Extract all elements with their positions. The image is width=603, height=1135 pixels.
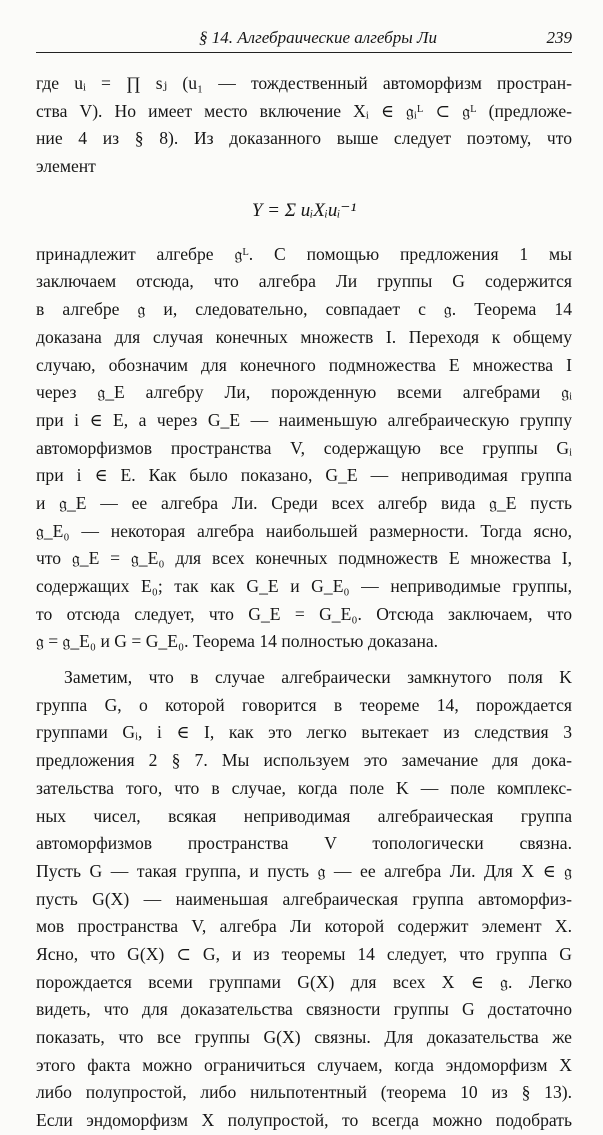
text-line: пусть G(X) — наименьшая алгебраическая группа автоморфиз- (36, 888, 572, 909)
page-number: 239 (546, 28, 572, 47)
running-header (36, 28, 572, 53)
text-line: 𝔤 = 𝔤_E₀ и G = G_E₀. Теорема 14 полностью доказана. (36, 631, 439, 652)
body-text (36, 70, 572, 1135)
text-line: то отсюда следует, что G_E = G_E₀. Отсюда заключаем, что (36, 603, 572, 624)
text-line: этого факта можно ограничиться случаем, когда эндоморфизм X (36, 1054, 572, 1075)
text-line: мов пространства V, алгебра Ли которой содержит элемент X. (36, 916, 572, 937)
text-line: и 𝔤_E — ее алгебра Ли. Среди всех алгебр вида 𝔤_E пусть (36, 492, 572, 513)
text-line: в алгебре 𝔤 и, следовательно, совпадает с 𝔤. Теорема 14 (36, 299, 572, 320)
display-formula: Y = Σ uᵢXᵢuᵢ⁻¹ (251, 199, 357, 221)
text-line: Если эндоморфизм X полупростой, то всегда можно подобрать (36, 1110, 572, 1131)
text-line: зательства того, что в случае, когда поле K — поле комплекс- (36, 777, 572, 798)
text-line: Ясно, что G(X) ⊂ G, и из теоремы 14 следует, что группа G (36, 943, 572, 964)
text-line: 𝔤_E₀ — некоторая алгебра наибольшей размерности. Тогда ясно, (36, 520, 572, 541)
text-line: заключаем отсюда, что алгебра Ли группы G содержится (36, 271, 572, 292)
text-line: Пусть G — такая группа, и пусть 𝔤 — ее алгебра Ли. Для X ∈ 𝔤 (36, 860, 572, 881)
text-line: доказана для случая конечных множеств I. Переходя к общему (36, 326, 572, 347)
text-line: при i ∈ E. Как было показано, G_E — неприводимая группа (36, 465, 572, 486)
text-line: где uᵢ = ∏ sⱼ (u₁ — тождественный автоморфизм простран- (36, 73, 572, 93)
section-title: § 14. Алгебраические алгебры Ли (199, 28, 437, 47)
text-line: видеть, что для доказательства связности группы G достаточно (36, 999, 572, 1020)
text-line: Заметим, что в случае алгебраически замкнутого поля K (64, 667, 572, 688)
text-line: ства V). Но имеет место включение Xᵢ ∈ 𝔤ᵢᴸ ⊂ 𝔤ᴸ (предложе- (36, 100, 572, 121)
text-line: группа G, о которой говорится в теореме 14, порождается (36, 694, 572, 715)
text-line: содержащих E₀; так как G_E и G_E₀ — неприводимые группы, (36, 576, 572, 596)
paragraph-gap (36, 656, 572, 664)
text-line: группами Gᵢ, i ∈ I, как это легко вытекает из следствия 3 (36, 722, 572, 743)
text-line: ние 4 из § 8). Из доказанного выше следует поэтому, что (36, 128, 572, 149)
text-line: автоморфизмов пространства V топологически связна. (36, 833, 572, 854)
text-line: автоморфизмов пространства V, содержащую все группы Gᵢ (36, 437, 572, 458)
text-line: показать, что все группы G(X) связны. Для доказательства же (36, 1027, 572, 1047)
text-line: либо полупростой, либо нильпотентный (теорема 10 из § 13). (36, 1082, 572, 1103)
text-line: что 𝔤_E = 𝔤_E₀ для всех конечных подмножеств E множества I, (36, 548, 572, 569)
text-line: элемент (36, 156, 96, 177)
text-line: предложения 2 § 7. Мы используем это замечание для дока- (36, 750, 572, 771)
text-line: принадлежит алгебре 𝔤ᴸ. С помощью предложения 1 мы (36, 243, 572, 264)
text-line: порождается всеми группами G(X) для всех X ∈ 𝔤. Легко (36, 971, 572, 992)
text-line: при i ∈ E, а через G_E — наименьшую алгебраическую группу (36, 409, 572, 430)
text-line: ных чисел, всякая неприводимая алгебраическая группа (36, 805, 572, 826)
text-line: через 𝔤_E алгебру Ли, порожденную всеми алгебрами 𝔤ᵢ (36, 382, 572, 403)
text-line: случаю, обозначим для конечного подмножества E множества I (36, 354, 572, 375)
